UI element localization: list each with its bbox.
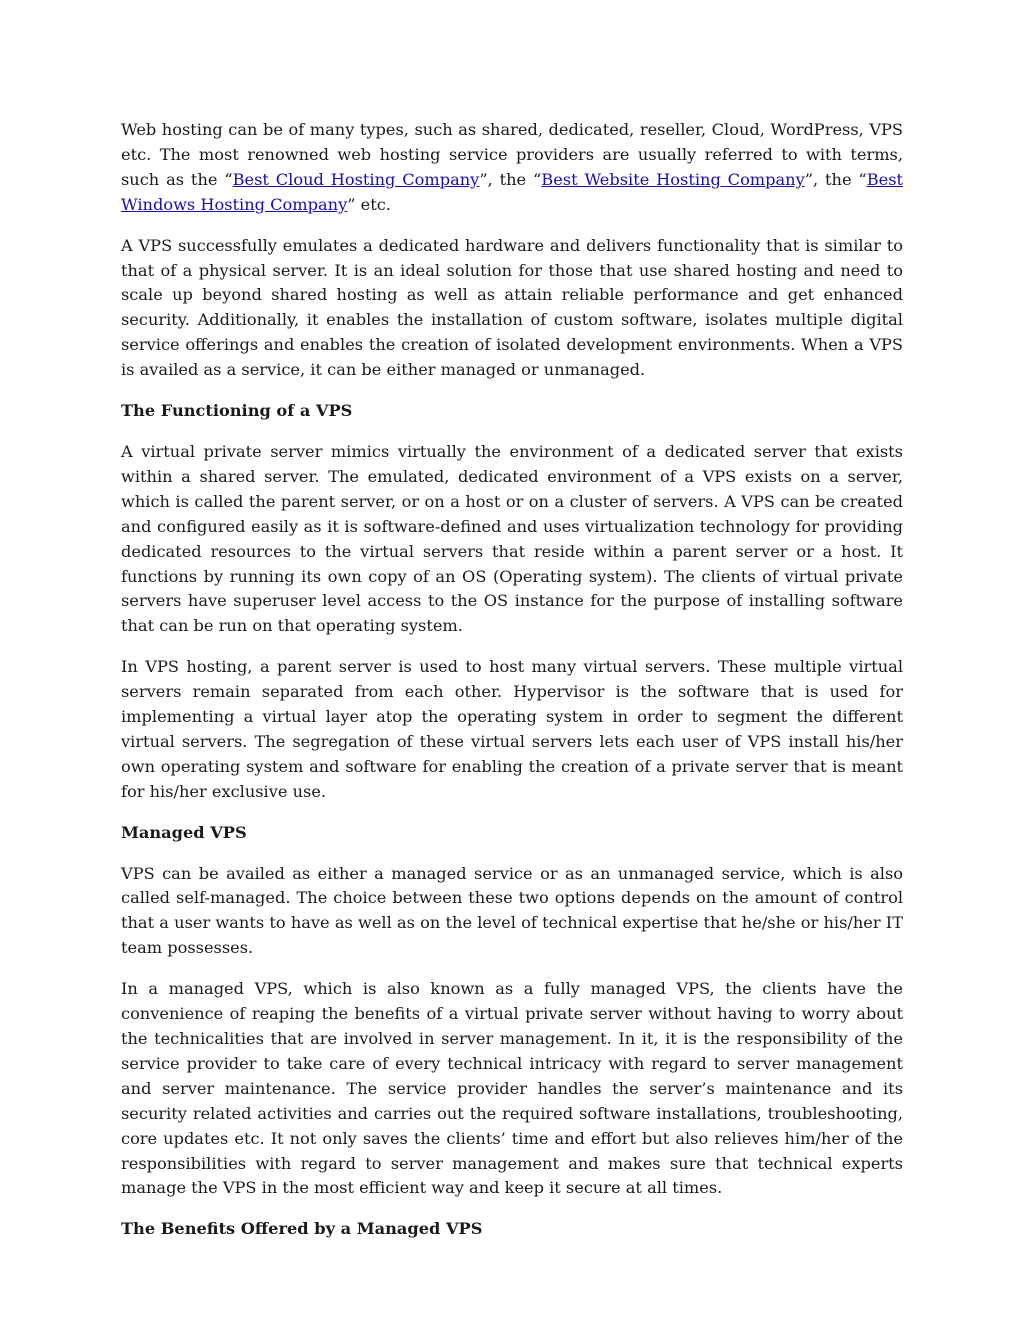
functioning-heading: The Functioning of a VPS [121, 401, 353, 421]
intro-text-1: Web hosting can be of many types, such as shared, dedicated, reseller, Cloud, WordPress, VPS etc. The most renowned web hosting service providers are usually referred to with terms, such as the “ [121, 120, 903, 189]
managed-vps-heading: Managed VPS [121, 822, 247, 842]
intro-text-4: ” etc. [347, 194, 391, 214]
intro-text-2: ”, the “ [479, 169, 542, 189]
vps-hosting-paragraph: In VPS hosting, a parent server is used to host many virtual servers. These multiple virtual servers remain separated from each other. Hypervisor is the software that is used for implementing a virtual layer atop the operating system in order to segment the different virtual servers. The segregation of these virtual servers lets each user of VPS install his/her own operating system and software for enabling the creation of a private server that is meant for his/her exclusive use. [121, 657, 903, 801]
best-cloud-hosting-link[interactable]: Best Cloud Hosting Company [232, 169, 480, 189]
managed-details-paragraph: In a managed VPS, which is also known as a fully managed VPS, the clients have the convenience of reaping the benefits of a virtual private server without having to worry about the technicalities that are involved in server management. In it, it is the responsibility of the service provider to take care of every technical intricacy with regard to server management and server maintenance. The service provider handles the server’s maintenance and its security related activities and carries out the required software installations, troubleshooting, core updates etc. It not only saves the clients’ time and effort but also relieves him/her of the responsibilities with regard to server management and makes sure that technical experts manage the VPS in the most efficient way and keep it secure at all times. [121, 979, 903, 1198]
best-windows-hosting-link[interactable]: Best Windows Hosting Company [121, 169, 904, 214]
benefits-heading: The Benefits Offered by a Managed VPS [121, 1219, 483, 1239]
document-page [121, 118, 903, 1258]
vps-functioning-paragraph: A virtual private server mimics virtually the environment of a dedicated server that exists within a shared server. The emulated, dedicated environment of a VPS exists on a server, which is called the parent server, or on a host or on a cluster of servers. A VPS can be created and configured easily as it is software-defined and uses virtualization technology for providing dedicated resources to the virtual servers that reside within a parent server or a host. It functions by running its own copy of an OS (Operating system). The clients of virtual private servers have superuser level access to the OS instance for the purpose of installing software that can be run on that operating system. [121, 441, 903, 636]
managed-options-paragraph: VPS can be availed as either a managed service or as an unmanaged service, which is also called self-managed. The choice between these two options depends on the amount of control that a user wants to have as well as on the level of technical expertise that he/she or his/her IT team possesses. [121, 863, 903, 958]
intro-text-3: ”, the “ [804, 169, 867, 189]
intro-paragraph [121, 118, 903, 218]
vps-emulation-paragraph: A VPS successfully emulates a dedicated hardware and delivers functionality that is similar to that of a physical server. It is an ideal solution for those that use shared hosting and need to scale up beyond shared hosting as well as attain reliable performance and get enhanced security. Additionally, it enables the installation of custom software, isolates multiple digital service offerings and enables the creation of isolated development environments. When a VPS is availed as a service, it can be either managed or unmanaged. [121, 235, 903, 380]
best-website-hosting-link[interactable]: Best Website Hosting Company [541, 169, 805, 189]
